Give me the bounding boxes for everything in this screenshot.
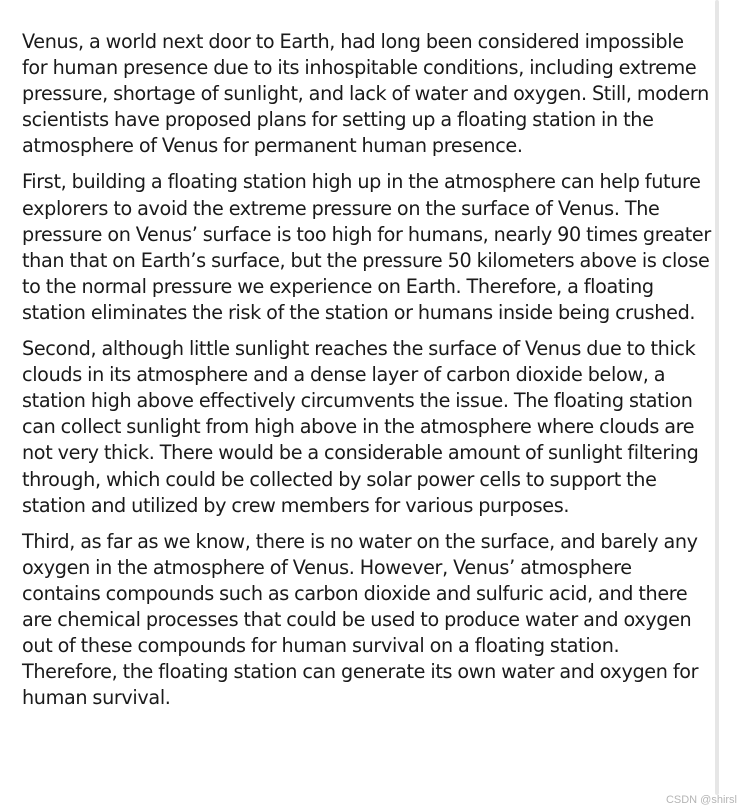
paragraph-pressure: First, building a floating station high up in the atmosphere can help future explorers to avoid the extreme pressure on the surface of Venus. The pressure on Venus’ surface is too high for humans, nearly 90 times greater than that on Earth’s surface, but the pressure 50 kilometers above is close to the normal pressure we experience on Earth. Therefore, a floating station eliminates the risk of the station or humans inside being crushed. bbox=[22, 170, 711, 324]
watermark: CSDN @shirsl bbox=[665, 794, 737, 806]
paragraph-intro: Venus, a world next door to Earth, had long been considered impossible for human presence due to its inhospitable conditions, including extreme pressure, shortage of sunlight, and lack of water and oxygen. Still, modern scientists have proposed plans for setting up a floating station in the atmosphere of Venus for permanent human presence. bbox=[22, 30, 709, 158]
document-body bbox=[22, 29, 712, 721]
paragraph-sunlight: Second, although little sunlight reaches the surface of Venus due to thick clouds in its atmosphere and a dense layer of carbon dioxide below, a station high above effectively circumvents the issue. The floating station can collect sunlight from high above in the atmosphere where clouds are not very thick. There would be a considerable amount of sunlight filtering through, which could be collected by solar power cells to support the station and utilized by crew members for various purposes. bbox=[22, 337, 699, 517]
paragraph-water-oxygen: Third, as far as we know, there is no water on the surface, and barely any oxygen in the atmosphere of Venus. However, Venus’ atmosphere contains compounds such as carbon dioxide and sulfuric acid, and there are chemical processes that could be used to produce water and oxygen out of these compounds for human survival on a floating station. Therefore, the floating station can generate its own water and oxygen for human survival. bbox=[22, 529, 699, 710]
vertical-scrollbar[interactable] bbox=[715, 0, 719, 795]
